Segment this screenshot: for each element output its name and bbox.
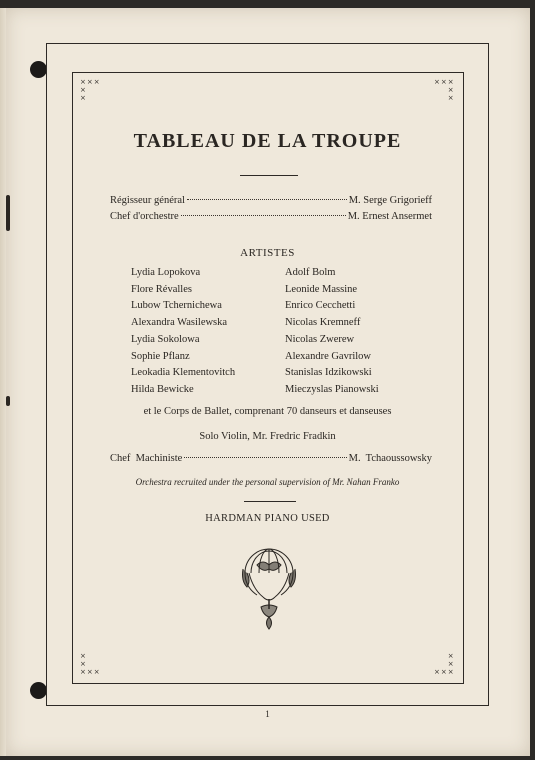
artist-name: Mieczyslas Pianowski [285,383,379,395]
artist-name: Alexandre Gavrilow [285,350,372,362]
corner-ornament-bottom-left: × × ××× [80,652,101,676]
corner-ornament-bottom-right: × × ××× [434,652,455,676]
artist-name: Flore Révalles [131,283,192,295]
section-divider [244,501,296,502]
artist-name: Leokadia Klementovitch [131,367,236,379]
binder-clip-top [6,195,10,231]
staff-name: M. Tchaoussowsky [348,453,432,464]
staff-row-chef-orchestre [110,211,432,222]
artist-name: Sophie Pflanz [131,350,190,362]
piano-credit: HARDMAN PIANO USED [205,513,330,524]
artist-name: Lydia Sokolowa [131,333,200,345]
leader-dots [181,215,346,216]
binder-hole-top [30,61,47,78]
corner-ornament-top-left: ××× × × [80,78,101,102]
artist-name: Lydia Lopokova [131,267,201,278]
corner-ornament-top-right: ××× × × [434,78,455,102]
staff-role: Régisseur général [110,195,185,206]
artists-heading: ARTISTES [240,247,295,259]
artist-name: Adolf Bolm [285,267,336,278]
artist-name: Stanislas Idzikowski [285,367,372,379]
lyre-globe-emblem-icon [239,543,299,633]
binder-clip-bottom [6,396,10,406]
page-number: 1 [265,709,270,719]
staff-role: Chef Machiniste [110,453,183,464]
artist-name: Alexandra Wasilewska [131,317,228,329]
corps-de-ballet-line: et le Corps de Ballet, comprenant 70 danseurs et danseuses [143,406,392,417]
artist-name: Nicolas Kremneff [285,317,361,329]
staff-name: M. Serge Grigorieff [348,195,432,206]
page-title: TABLEAU DE LA TROUPE [133,130,402,152]
staff-name: M. Ernest Ansermet [347,211,432,222]
leader-dots [184,457,346,458]
staff-row-machiniste [110,453,432,464]
artists-right-column [285,265,379,399]
orchestra-note: Orchestra recruited under the personal supervision of Mr. Nahan Franko [135,477,400,487]
solo-violin-line: Solo Violin, Mr. Fredric Fradkin [199,431,336,442]
artist-name: Nicolas Zwerew [285,333,355,345]
artist-name: Lubow Tchernichewa [131,300,222,312]
binder-hole-bottom [30,682,47,699]
staff-role: Chef d'orchestre [110,211,179,222]
leader-dots [187,199,347,200]
artists-left-column [131,265,235,399]
title-divider [240,175,298,176]
artist-name: Leonide Massine [285,283,358,295]
artist-name: Hilda Bewicke [131,383,194,395]
staff-row-regisseur [110,195,432,206]
artist-name: Enrico Cecchetti [285,300,356,312]
